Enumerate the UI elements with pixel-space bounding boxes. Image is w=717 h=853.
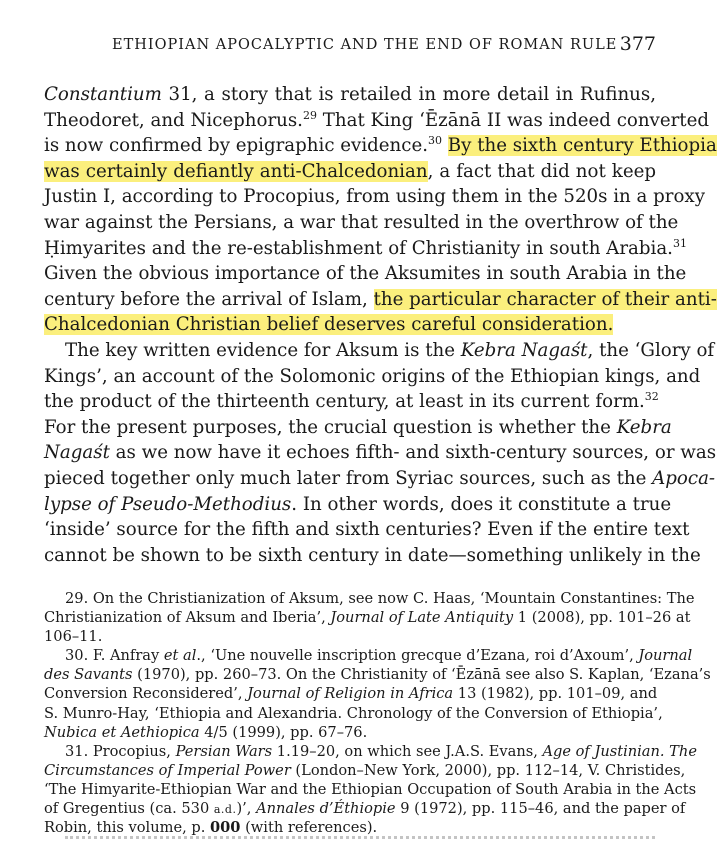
footnote-30-line: 30. F. Anfray et al., ‘Une nouvelle inscription grecque d’Ezana, roi d’Axoum’, Journal: [65, 647, 693, 665]
footnote-30-line: des Savants (1970), pp. 260–73. On the Christianity of ‘Ēzānā see also S. Kaplan, ‘Ezana’s: [44, 666, 711, 684]
text-line: was certainly defiantly anti-Chalcedonian, a fact that did not keep: [44, 160, 656, 182]
footnote-31-line: Circumstances of Imperial Power (London–New York, 2000), pp. 112–14, V. Christides,: [44, 761, 686, 779]
footnote-ref[interactable]: 30: [428, 134, 442, 148]
text-line: Justin I, according to Procopius, from using them in the 520s in a proxy: [44, 186, 705, 208]
text-line: lypse of Pseudo-Methodius. In other words, does it constitute a true: [44, 493, 672, 515]
text-line: Ḥimyarites and the re-establishment of Christianity in south Arabia.$^{31}$: [44, 236, 687, 259]
page-header: [44, 33, 656, 59]
footnote-31-line: 31. Procopius, Persian Wars 1.19–20, on which see J.A.S. Evans, Age of Justinian. The: [65, 742, 697, 760]
text-line: The key written evidence for Aksum is the Kebra Nagaśt, the ‘Glory of: [65, 339, 715, 361]
footnote-29-line: 29. On the Christianization of Aksum, see now C. Haas, ‘Mountain Constantines: The: [65, 590, 695, 607]
footnotes: [44, 589, 711, 837]
text-line: cannot be shown to be sixth century in date—something unlikely in the: [44, 544, 701, 566]
text-line: war against the Persians, a war that resulted in the overthrow of the: [44, 211, 679, 233]
footnote-31-line: Robin, this volume, p. 000 (with references).: [44, 819, 378, 837]
footnote-ref[interactable]: 31: [672, 236, 687, 250]
main-text: [44, 82, 717, 568]
text-line: the product of the thirteenth century, at least in its current form.$^{32}$: [44, 390, 659, 413]
cropped-next-line: [65, 836, 655, 841]
text-line: Given the obvious importance of the Aksumites in south Arabia in the: [44, 263, 687, 285]
footnote-29-line: 106–11.: [44, 628, 103, 646]
footnote-ref[interactable]: 32: [644, 390, 659, 404]
text-line: [44, 312, 656, 338]
text-line: is now confirmed by epigraphic evidence.$^{30}$ By the sixth century Ethiopia: [44, 134, 717, 157]
highlight[interactable]: Chalcedonian Christian belief deserves careful consideration.: [44, 314, 614, 336]
text-line: pieced together only much later from Syriac sources, such as the Apoca-: [44, 467, 716, 489]
footnote-31-line: of Gregentius (ca. 530 a.d.)’, Annales d’Éthiopie 9 (1972), pp. 115–46, and the paper of: [44, 800, 686, 818]
text-line: Constantium 31, a story that is retailed in more detail in Rufinus,: [44, 84, 656, 105]
highlight[interactable]: the particular character of their anti-: [373, 288, 717, 310]
footnote-30-line: Conversion Reconsidered’, Journal of Religion in Africa 13 (1982), pp. 101–09, and: [44, 685, 658, 703]
text-line: century before the arrival of Islam, the particular character of their anti-: [44, 288, 717, 310]
text-line: ‘inside’ source for the fifth and sixth centuries? Even if the entire text: [44, 519, 690, 541]
footnote-31-line: ‘The Himyarite-Ethiopian War and the Ethiopian Occupation of South Arabia in the Acts: [44, 780, 697, 798]
highlight[interactable]: By the sixth century Ethiopia: [447, 135, 717, 157]
highlight[interactable]: was certainly defiantly anti-Chalcedonian: [44, 160, 428, 182]
text-line: Nagaśt as we now have it echoes fifth- and sixth-century sources, or was: [44, 442, 717, 464]
footnote-30-line: Nubica et Aethiopica 4/5 (1999), pp. 67–76.: [44, 723, 368, 741]
footnote-29-line: Christianization of Aksum and Iberia’, Journal of Late Antiquity 1 (2008), pp. 101–26 at: [44, 609, 691, 627]
footnote-ref[interactable]: 29: [302, 108, 317, 122]
footnote-30-line: S. Munro-Hay, ‘Ethiopia and Alexandria. Chronology of the Conversion of Ethiopia’,: [44, 704, 663, 722]
text-line: For the present purposes, the crucial question is whether the Kebra: [44, 416, 672, 438]
text-line: Kings’, an account of the Solomonic origins of the Ethiopian kings, and: [44, 365, 701, 387]
running-head: ETHIOPIAN APOCALYPTIC AND THE END OF ROMAN RULE: [112, 37, 618, 53]
text-line: Theodoret, and Nicephorus.$^{29}$ That King ‘Ēzānā II was indeed converted: [44, 108, 709, 131]
page-number: 377: [619, 33, 656, 55]
